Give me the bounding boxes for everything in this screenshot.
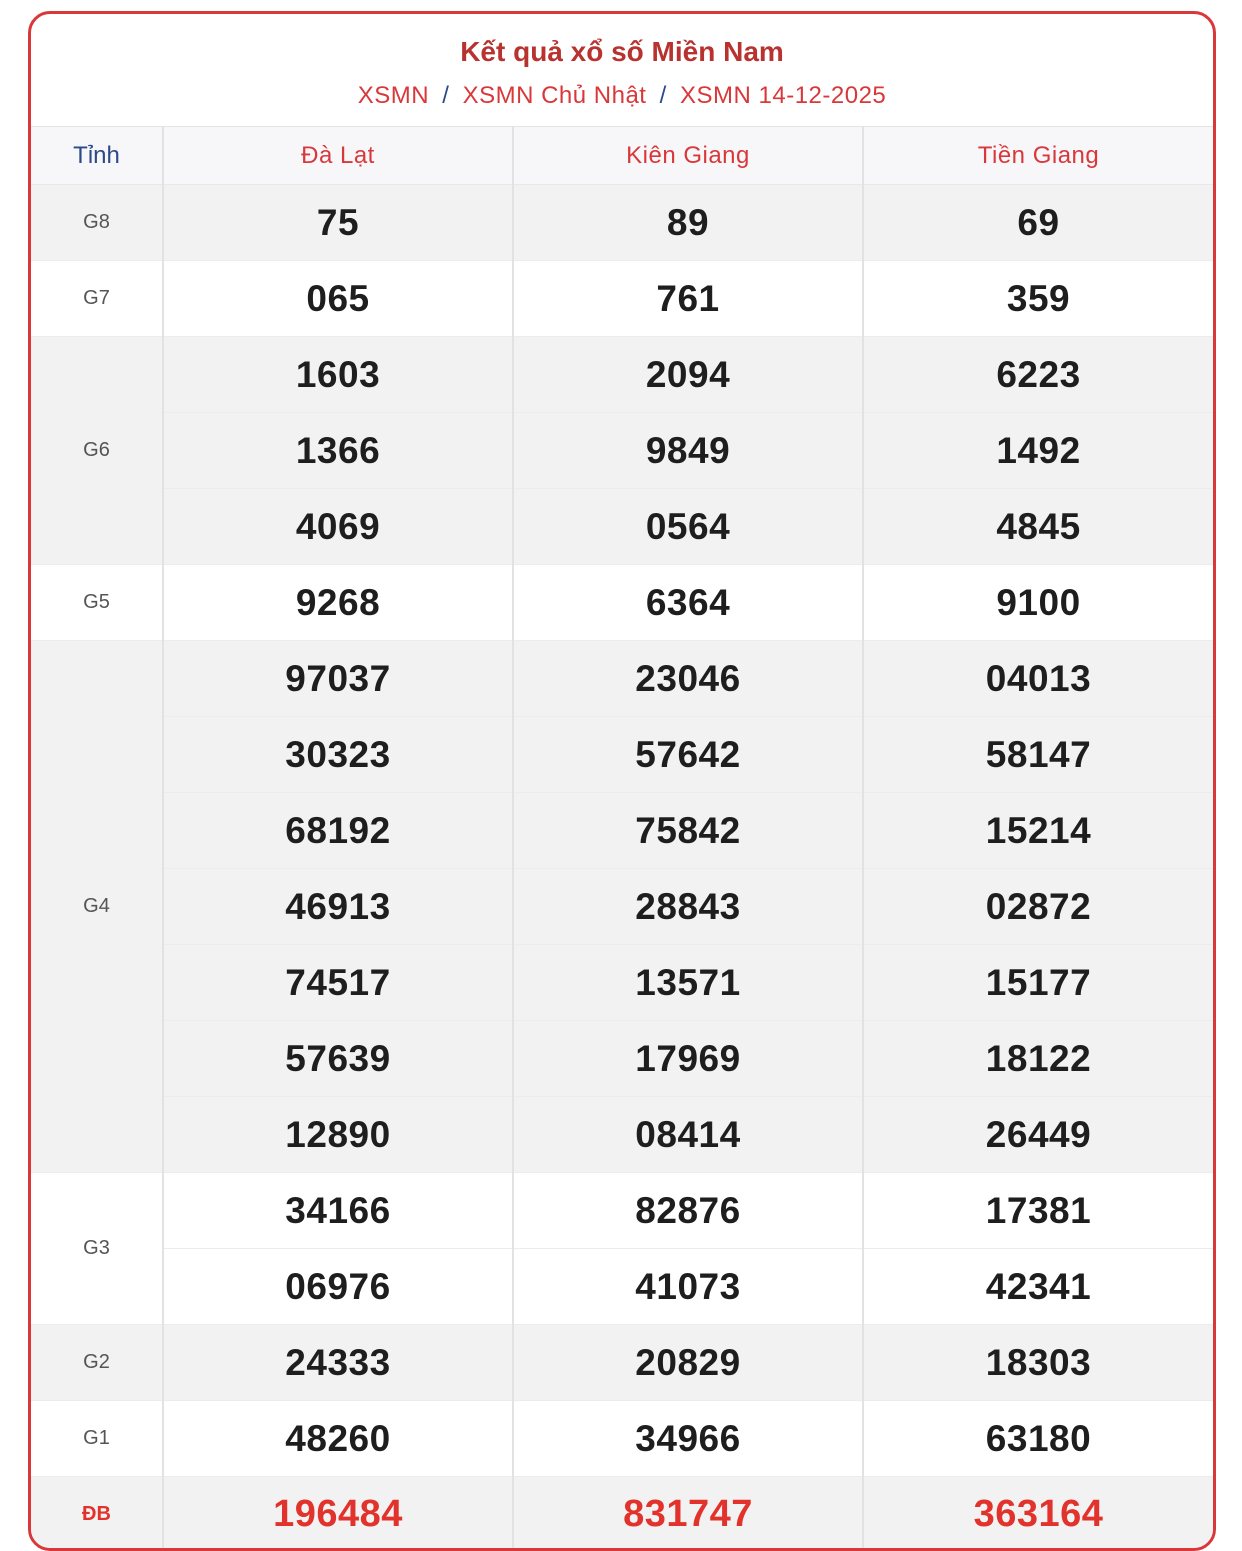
prize-number: 17381 (863, 1173, 1213, 1249)
prize-number: 065 (163, 261, 513, 337)
prize-number: 57642 (513, 717, 863, 793)
prize-number: 82876 (513, 1173, 863, 1249)
prize-number: 30323 (163, 717, 513, 793)
province-header-tien-giang[interactable]: Tiền Giang (863, 127, 1213, 185)
prize-row-g4 (31, 1021, 1213, 1097)
prize-number: 1603 (163, 337, 513, 413)
breadcrumb-xsmn-link[interactable]: XSMN (357, 82, 430, 109)
province-column-header: Tỉnh (31, 127, 163, 185)
prize-number: 75 (163, 185, 513, 261)
prize-label: G2 (31, 1325, 163, 1401)
prize-number: 1492 (863, 413, 1213, 489)
table-header-row (31, 127, 1213, 185)
prize-label: G3 (31, 1173, 163, 1325)
prize-row-g4 (31, 1097, 1213, 1173)
prize-row-g2 (31, 1325, 1213, 1401)
prize-number: 24333 (163, 1325, 513, 1401)
prize-number: 28843 (513, 869, 863, 945)
results-body (31, 185, 1213, 1551)
prize-number: 13571 (513, 945, 863, 1021)
prize-row-g6 (31, 413, 1213, 489)
prize-row-g1 (31, 1401, 1213, 1477)
prize-number: 69 (863, 185, 1213, 261)
results-table (31, 127, 1213, 1551)
breadcrumb-separator: / (442, 82, 450, 109)
prize-row-g7 (31, 261, 1213, 337)
prize-number: 4069 (163, 489, 513, 565)
prize-number: 41073 (513, 1249, 863, 1325)
province-header-kien-giang[interactable]: Kiên Giang (513, 127, 863, 185)
prize-number: 15177 (863, 945, 1213, 1021)
special-prize-number: 196484 (163, 1477, 513, 1551)
prize-number: 359 (863, 261, 1213, 337)
prize-number: 48260 (163, 1401, 513, 1477)
prize-number: 6223 (863, 337, 1213, 413)
prize-number: 18303 (863, 1325, 1213, 1401)
prize-row-g4 (31, 793, 1213, 869)
prize-number: 04013 (863, 641, 1213, 717)
prize-number: 74517 (163, 945, 513, 1021)
prize-row-g4 (31, 945, 1213, 1021)
breadcrumb-xsmn-sunday-link[interactable]: XSMN Chủ Nhật (462, 82, 647, 109)
prize-label: G8 (31, 185, 163, 261)
prize-row-g6 (31, 337, 1213, 413)
prize-number: 06976 (163, 1249, 513, 1325)
prize-row-db (31, 1477, 1213, 1551)
prize-row-g4 (31, 641, 1213, 717)
prize-number: 17969 (513, 1021, 863, 1097)
prize-number: 6364 (513, 565, 863, 641)
prize-number: 18122 (863, 1021, 1213, 1097)
prize-number: 97037 (163, 641, 513, 717)
prize-label: ĐB (31, 1477, 163, 1551)
prize-number: 761 (513, 261, 863, 337)
prize-label: G1 (31, 1401, 163, 1477)
prize-label: G6 (31, 337, 163, 565)
special-prize-number: 831747 (513, 1477, 863, 1551)
prize-number: 34166 (163, 1173, 513, 1249)
prize-number: 63180 (863, 1401, 1213, 1477)
prize-label: G4 (31, 641, 163, 1173)
card-header (31, 14, 1213, 127)
prize-number: 9268 (163, 565, 513, 641)
prize-row-g4 (31, 717, 1213, 793)
breadcrumb-separator: / (659, 82, 667, 109)
prize-label: G5 (31, 565, 163, 641)
special-prize-number: 363164 (863, 1477, 1213, 1551)
prize-number: 46913 (163, 869, 513, 945)
prize-number: 68192 (163, 793, 513, 869)
prize-number: 58147 (863, 717, 1213, 793)
results-card (28, 11, 1216, 1551)
prize-number: 26449 (863, 1097, 1213, 1173)
prize-number: 75842 (513, 793, 863, 869)
prize-row-g4 (31, 869, 1213, 945)
prize-row-g3 (31, 1173, 1213, 1249)
prize-number: 08414 (513, 1097, 863, 1173)
prize-number: 02872 (863, 869, 1213, 945)
breadcrumb-xsmn-date-link[interactable]: XSMN 14-12-2025 (680, 82, 887, 109)
prize-number: 15214 (863, 793, 1213, 869)
prize-number: 1366 (163, 413, 513, 489)
prize-number: 9100 (863, 565, 1213, 641)
prize-row-g6 (31, 489, 1213, 565)
prize-number: 0564 (513, 489, 863, 565)
province-header-da-lat[interactable]: Đà Lạt (163, 127, 513, 185)
prize-row-g3 (31, 1249, 1213, 1325)
prize-number: 4845 (863, 489, 1213, 565)
prize-number: 42341 (863, 1249, 1213, 1325)
prize-number: 12890 (163, 1097, 513, 1173)
prize-number: 2094 (513, 337, 863, 413)
prize-number: 34966 (513, 1401, 863, 1477)
prize-row-g8 (31, 185, 1213, 261)
page-title: Kết quả xổ số Miền Nam (460, 36, 784, 67)
prize-number: 9849 (513, 413, 863, 489)
breadcrumb (31, 82, 1213, 110)
prize-label: G7 (31, 261, 163, 337)
prize-number: 20829 (513, 1325, 863, 1401)
prize-number: 89 (513, 185, 863, 261)
prize-number: 57639 (163, 1021, 513, 1097)
prize-row-g5 (31, 565, 1213, 641)
prize-number: 23046 (513, 641, 863, 717)
